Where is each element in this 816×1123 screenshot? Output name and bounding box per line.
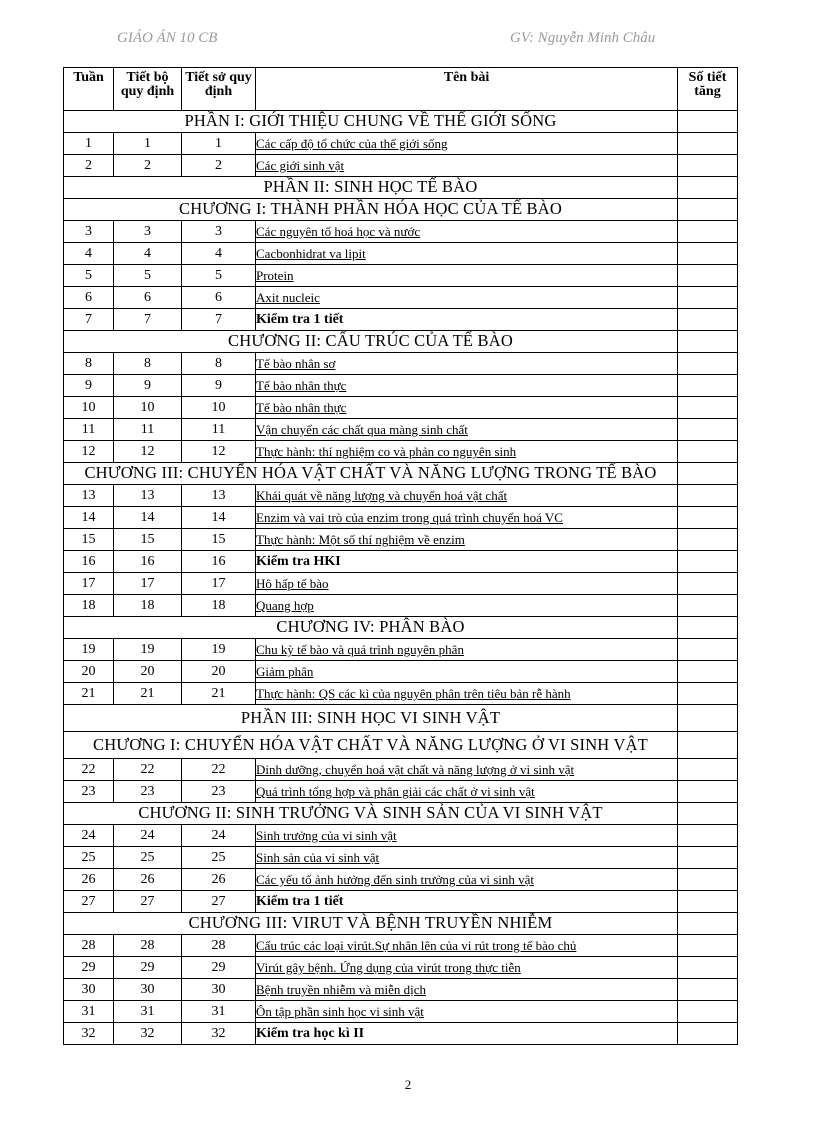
lesson-title-cell — [256, 133, 678, 155]
extra-periods-cell — [678, 979, 738, 1001]
tiet-so-cell: 27 — [182, 891, 256, 913]
week-cell: 30 — [64, 979, 114, 1001]
section-row — [64, 705, 738, 732]
tiet-so-cell: 7 — [182, 309, 256, 331]
lesson-title-cell — [256, 353, 678, 375]
tiet-bo-cell: 19 — [114, 639, 182, 661]
lesson-title-cell — [256, 957, 678, 979]
week-cell: 29 — [64, 957, 114, 979]
extra-periods-cell — [678, 847, 738, 869]
tiet-bo-cell: 15 — [114, 529, 182, 551]
lesson-title: Thực hành: thí nghiệm co và phản co nguyên sinh — [256, 444, 517, 459]
week-cell: 13 — [64, 485, 114, 507]
lesson-title: Thực hành: QS các kì của nguyên phân trên tiêu bản rễ hành — [256, 686, 571, 701]
lesson-title: Khái quát về năng lượng và chuyển hoá vật chất — [256, 488, 508, 503]
table-body — [64, 111, 738, 1045]
lesson-title: Kiểm tra 1 tiết — [256, 893, 344, 909]
lesson-title-cell — [256, 825, 678, 847]
week-cell: 22 — [64, 759, 114, 781]
extra-periods-cell — [678, 243, 738, 265]
extra-periods-cell — [678, 705, 738, 732]
tiet-so-cell: 6 — [182, 287, 256, 309]
tiet-bo-cell: 29 — [114, 957, 182, 979]
lesson-row — [64, 551, 738, 573]
column-header-lesson-title: Tên bài — [256, 68, 678, 111]
tiet-bo-cell: 26 — [114, 869, 182, 891]
tiet-so-cell: 15 — [182, 529, 256, 551]
extra-periods-cell — [678, 683, 738, 705]
section-row — [64, 463, 738, 485]
lesson-title: Sinh sản của vi sinh vật — [256, 850, 380, 865]
lesson-title: Hô hấp tế bào — [256, 576, 329, 591]
lesson-title-cell — [256, 661, 678, 683]
lesson-row — [64, 661, 738, 683]
extra-periods-cell — [678, 485, 738, 507]
lesson-title: Ôn tập phần sinh học vi sinh vật — [256, 1004, 424, 1019]
lesson-plan-table — [63, 67, 738, 1045]
week-cell: 17 — [64, 573, 114, 595]
column-header-extra-periods: Số tiết tăng — [678, 68, 738, 111]
week-cell: 2 — [64, 155, 114, 177]
tiet-bo-cell: 22 — [114, 759, 182, 781]
extra-periods-cell — [678, 221, 738, 243]
tiet-so-cell: 21 — [182, 683, 256, 705]
lesson-row — [64, 979, 738, 1001]
tiet-bo-cell: 8 — [114, 353, 182, 375]
week-cell: 20 — [64, 661, 114, 683]
lesson-title-cell — [256, 243, 678, 265]
section-heading: CHƯƠNG I: CHUYỂN HÓA VẬT CHẤT VÀ NĂNG LƯỢNG Ở VI SINH VẬT — [64, 732, 678, 759]
tiet-so-cell: 28 — [182, 935, 256, 957]
tiet-bo-cell: 12 — [114, 441, 182, 463]
lesson-title-cell — [256, 529, 678, 551]
section-row — [64, 803, 738, 825]
extra-periods-cell — [678, 869, 738, 891]
lesson-row — [64, 243, 738, 265]
lesson-row — [64, 869, 738, 891]
extra-periods-cell — [678, 803, 738, 825]
lesson-title-cell — [256, 155, 678, 177]
week-cell: 5 — [64, 265, 114, 287]
week-cell: 1 — [64, 133, 114, 155]
lesson-row — [64, 639, 738, 661]
lesson-title-cell — [256, 935, 678, 957]
tiet-so-cell: 16 — [182, 551, 256, 573]
week-cell: 16 — [64, 551, 114, 573]
lesson-row — [64, 353, 738, 375]
lesson-row — [64, 287, 738, 309]
week-cell: 11 — [64, 419, 114, 441]
lesson-row — [64, 683, 738, 705]
extra-periods-cell — [678, 639, 738, 661]
lesson-row — [64, 595, 738, 617]
tiet-so-cell: 29 — [182, 957, 256, 979]
tiet-bo-cell: 31 — [114, 1001, 182, 1023]
tiet-so-cell: 2 — [182, 155, 256, 177]
lesson-row — [64, 957, 738, 979]
lesson-row — [64, 375, 738, 397]
tiet-bo-cell: 10 — [114, 397, 182, 419]
lesson-row — [64, 1001, 738, 1023]
tiet-bo-cell: 20 — [114, 661, 182, 683]
tiet-so-cell: 18 — [182, 595, 256, 617]
week-cell: 14 — [64, 507, 114, 529]
lesson-row — [64, 507, 738, 529]
section-row — [64, 177, 738, 199]
lesson-row — [64, 419, 738, 441]
extra-periods-cell — [678, 287, 738, 309]
tiet-bo-cell: 21 — [114, 683, 182, 705]
section-row — [64, 199, 738, 221]
extra-periods-cell — [678, 155, 738, 177]
lesson-title-cell — [256, 221, 678, 243]
section-heading: CHƯƠNG III: VIRUT VÀ BỆNH TRUYỀN NHIỄM — [64, 913, 678, 935]
tiet-bo-cell: 1 — [114, 133, 182, 155]
lesson-title: Giảm phân — [256, 664, 314, 679]
lesson-title: Tế bào nhân thực — [256, 378, 347, 393]
week-cell: 24 — [64, 825, 114, 847]
lesson-title: Thực hành: Một số thí nghiệm về enzim — [256, 532, 465, 547]
tiet-so-cell: 19 — [182, 639, 256, 661]
lesson-title-cell — [256, 683, 678, 705]
extra-periods-cell — [678, 913, 738, 935]
lesson-title-cell — [256, 781, 678, 803]
section-row — [64, 111, 738, 133]
tiet-so-cell: 20 — [182, 661, 256, 683]
column-header-tiet-so: Tiết sở quy định — [182, 68, 256, 111]
tiet-so-cell: 24 — [182, 825, 256, 847]
extra-periods-cell — [678, 617, 738, 639]
tiet-bo-cell: 6 — [114, 287, 182, 309]
section-heading: PHẦN III: SINH HỌC VI SINH VẬT — [64, 705, 678, 732]
lesson-title-cell — [256, 1001, 678, 1023]
lesson-title: Dinh dưỡng, chuyển hoá vật chất và năng lượng ở vi sinh vật — [256, 762, 575, 777]
section-heading: PHẦN II: SINH HỌC TẾ BÀO — [64, 177, 678, 199]
lesson-title-cell — [256, 265, 678, 287]
lesson-title: Quá trình tổng hợp và phân giải các chất ở vi sinh vật — [256, 784, 535, 799]
section-heading: CHƯƠNG III: CHUYỂN HÓA VẬT CHẤT VÀ NĂNG LƯỢNG TRONG TẾ BÀO — [64, 463, 678, 485]
tiet-bo-cell: 14 — [114, 507, 182, 529]
tiet-bo-cell: 5 — [114, 265, 182, 287]
lesson-row — [64, 825, 738, 847]
section-row — [64, 732, 738, 759]
extra-periods-cell — [678, 1023, 738, 1045]
tiet-bo-cell: 23 — [114, 781, 182, 803]
extra-periods-cell — [678, 732, 738, 759]
week-cell: 6 — [64, 287, 114, 309]
section-row — [64, 617, 738, 639]
section-heading: CHƯƠNG II: CẤU TRÚC CỦA TẾ BÀO — [64, 331, 678, 353]
tiet-bo-cell: 30 — [114, 979, 182, 1001]
tiet-so-cell: 9 — [182, 375, 256, 397]
lesson-row — [64, 573, 738, 595]
lesson-row — [64, 485, 738, 507]
lesson-title: Protein — [256, 268, 294, 283]
extra-periods-cell — [678, 353, 738, 375]
tiet-so-cell: 31 — [182, 1001, 256, 1023]
extra-periods-cell — [678, 419, 738, 441]
lesson-row — [64, 1023, 738, 1045]
section-row — [64, 913, 738, 935]
lesson-title-cell — [256, 551, 678, 573]
tiet-so-cell: 30 — [182, 979, 256, 1001]
week-cell: 31 — [64, 1001, 114, 1023]
tiet-bo-cell: 3 — [114, 221, 182, 243]
week-cell: 26 — [64, 869, 114, 891]
extra-periods-cell — [678, 441, 738, 463]
tiet-bo-cell: 4 — [114, 243, 182, 265]
section-row — [64, 331, 738, 353]
lesson-title: Tế bào nhân sơ — [256, 356, 336, 371]
tiet-so-cell: 22 — [182, 759, 256, 781]
extra-periods-cell — [678, 463, 738, 485]
section-heading: CHƯƠNG I: THÀNH PHẦN HÓA HỌC CỦA TẾ BÀO — [64, 199, 678, 221]
lesson-title-cell — [256, 573, 678, 595]
extra-periods-cell — [678, 595, 738, 617]
lesson-title: Quang hợp — [256, 598, 314, 613]
lesson-row — [64, 441, 738, 463]
extra-periods-cell — [678, 759, 738, 781]
tiet-so-cell: 1 — [182, 133, 256, 155]
week-cell: 28 — [64, 935, 114, 957]
tiet-so-cell: 25 — [182, 847, 256, 869]
tiet-bo-cell: 18 — [114, 595, 182, 617]
tiet-so-cell: 8 — [182, 353, 256, 375]
lesson-title: Chu kỳ tế bào và quá trình nguyên phân — [256, 642, 464, 657]
lesson-row — [64, 759, 738, 781]
tiet-so-cell: 5 — [182, 265, 256, 287]
week-cell: 15 — [64, 529, 114, 551]
week-cell: 9 — [64, 375, 114, 397]
lesson-row — [64, 155, 738, 177]
tiet-bo-cell: 13 — [114, 485, 182, 507]
lesson-title: Tế bào nhân thực — [256, 400, 347, 415]
tiet-so-cell: 13 — [182, 485, 256, 507]
tiet-bo-cell: 24 — [114, 825, 182, 847]
extra-periods-cell — [678, 133, 738, 155]
lesson-row — [64, 529, 738, 551]
week-cell: 19 — [64, 639, 114, 661]
lesson-title-cell — [256, 1023, 678, 1045]
lesson-title: Cacbonhidrat va lipit — [256, 246, 366, 261]
lesson-title-cell — [256, 507, 678, 529]
tiet-so-cell: 11 — [182, 419, 256, 441]
lesson-row — [64, 265, 738, 287]
lesson-title: Bệnh truyền nhiễm và miễn dịch — [256, 982, 427, 997]
lesson-row — [64, 781, 738, 803]
lesson-title-cell — [256, 891, 678, 913]
tiet-bo-cell: 9 — [114, 375, 182, 397]
lesson-title: Vận chuyển các chất qua màng sinh chất — [256, 422, 468, 437]
extra-periods-cell — [678, 397, 738, 419]
lesson-title-cell — [256, 485, 678, 507]
tiet-bo-cell: 28 — [114, 935, 182, 957]
extra-periods-cell — [678, 935, 738, 957]
extra-periods-cell — [678, 331, 738, 353]
tiet-so-cell: 26 — [182, 869, 256, 891]
tiet-bo-cell: 27 — [114, 891, 182, 913]
week-cell: 10 — [64, 397, 114, 419]
lesson-title: Kiểm tra học kì II — [256, 1025, 365, 1041]
lesson-row — [64, 309, 738, 331]
extra-periods-cell — [678, 781, 738, 803]
lesson-title-cell — [256, 287, 678, 309]
column-header-week: Tuần — [64, 68, 114, 111]
extra-periods-cell — [678, 529, 738, 551]
column-header-tiet-bo: Tiết bộ quy định — [114, 68, 182, 111]
extra-periods-cell — [678, 199, 738, 221]
lesson-title: Kiểm tra 1 tiết — [256, 311, 344, 327]
extra-periods-cell — [678, 661, 738, 683]
lesson-title: Cấu trúc các loại virút.Sự nhân lên của vi rút trong tế bào chủ — [256, 938, 577, 953]
extra-periods-cell — [678, 573, 738, 595]
week-cell: 25 — [64, 847, 114, 869]
week-cell: 4 — [64, 243, 114, 265]
lesson-title-cell — [256, 309, 678, 331]
section-heading: PHẦN I: GIỚI THIỆU CHUNG VỀ THẾ GIỚI SỐNG — [64, 111, 678, 133]
extra-periods-cell — [678, 957, 738, 979]
lesson-title-cell — [256, 979, 678, 1001]
section-heading: CHƯƠNG II: SINH TRƯỞNG VÀ SINH SẢN CỦA VI SINH VẬT — [64, 803, 678, 825]
week-cell: 7 — [64, 309, 114, 331]
tiet-bo-cell: 11 — [114, 419, 182, 441]
lesson-title-cell — [256, 419, 678, 441]
week-cell: 18 — [64, 595, 114, 617]
table-header-row — [64, 68, 738, 111]
tiet-so-cell: 17 — [182, 573, 256, 595]
extra-periods-cell — [678, 891, 738, 913]
lesson-title-cell — [256, 639, 678, 661]
header-right: GV: Nguyễn Minh Châu — [510, 30, 656, 46]
lesson-title-cell — [256, 397, 678, 419]
lesson-title-cell — [256, 375, 678, 397]
week-cell: 23 — [64, 781, 114, 803]
lesson-title-cell — [256, 869, 678, 891]
tiet-bo-cell: 7 — [114, 309, 182, 331]
tiet-bo-cell: 17 — [114, 573, 182, 595]
week-cell: 3 — [64, 221, 114, 243]
extra-periods-cell — [678, 825, 738, 847]
lesson-title: Axit nucleic — [256, 290, 320, 305]
lesson-title: Sinh trưởng của vi sinh vật — [256, 828, 397, 843]
lesson-title-cell — [256, 441, 678, 463]
week-cell: 32 — [64, 1023, 114, 1045]
week-cell: 27 — [64, 891, 114, 913]
page-number: 2 — [404, 1077, 412, 1092]
lesson-title: Các cấp độ tổ chức của thế giới sống — [256, 136, 448, 151]
lesson-title-cell — [256, 847, 678, 869]
tiet-bo-cell: 32 — [114, 1023, 182, 1045]
lesson-title: Các yếu tố ảnh hưởng đến sinh trưởng của vi sinh vật — [256, 872, 535, 887]
extra-periods-cell — [678, 551, 738, 573]
extra-periods-cell — [678, 375, 738, 397]
lesson-row — [64, 935, 738, 957]
tiet-bo-cell: 25 — [114, 847, 182, 869]
lesson-title: Các nguyên tố hoá học và nước — [256, 224, 421, 239]
lesson-row — [64, 221, 738, 243]
tiet-so-cell: 14 — [182, 507, 256, 529]
week-cell: 21 — [64, 683, 114, 705]
lesson-row — [64, 397, 738, 419]
header-left: GIÁO ÁN 10 CB — [117, 30, 218, 46]
tiet-so-cell: 32 — [182, 1023, 256, 1045]
week-cell: 12 — [64, 441, 114, 463]
extra-periods-cell — [678, 177, 738, 199]
extra-periods-cell — [678, 1001, 738, 1023]
extra-periods-cell — [678, 265, 738, 287]
tiet-so-cell: 23 — [182, 781, 256, 803]
lesson-row — [64, 133, 738, 155]
lesson-title: Virút gây bệnh. Ứng dụng của virút trong thực tiễn — [256, 960, 521, 975]
section-heading: CHƯƠNG IV: PHÂN BÀO — [64, 617, 678, 639]
lesson-title: Các giới sinh vật — [256, 158, 345, 173]
lesson-title: Kiểm tra HKI — [256, 553, 341, 569]
tiet-bo-cell: 16 — [114, 551, 182, 573]
tiet-so-cell: 4 — [182, 243, 256, 265]
lesson-row — [64, 847, 738, 869]
tiet-bo-cell: 2 — [114, 155, 182, 177]
extra-periods-cell — [678, 309, 738, 331]
extra-periods-cell — [678, 111, 738, 133]
week-cell: 8 — [64, 353, 114, 375]
tiet-so-cell: 3 — [182, 221, 256, 243]
lesson-title: Enzim và vai trò của enzim trong quá trình chuyển hoá VC — [256, 510, 563, 525]
extra-periods-cell — [678, 507, 738, 529]
lesson-title-cell — [256, 595, 678, 617]
tiet-so-cell: 10 — [182, 397, 256, 419]
lesson-row — [64, 891, 738, 913]
tiet-so-cell: 12 — [182, 441, 256, 463]
lesson-title-cell — [256, 759, 678, 781]
